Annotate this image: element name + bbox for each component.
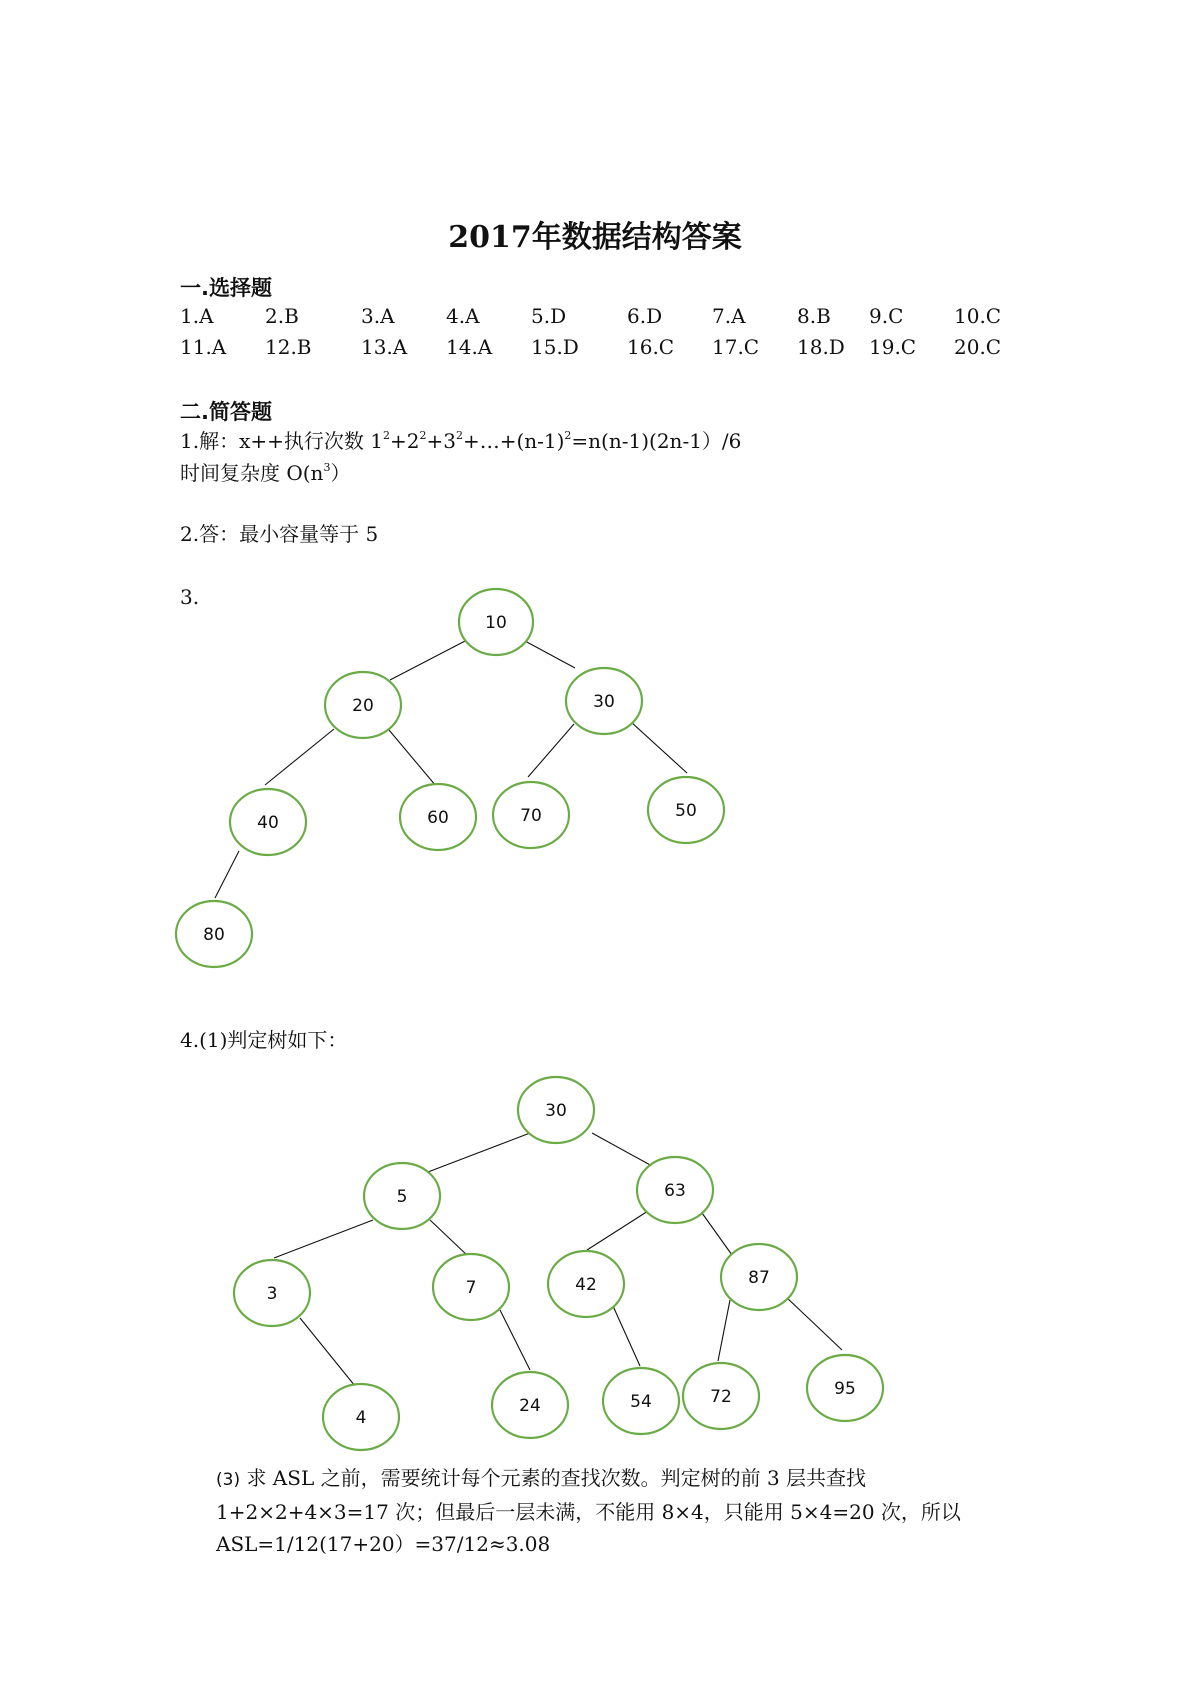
tree-node-42 (548, 1251, 624, 1317)
tree-node-80 (176, 901, 252, 967)
section-heading-short-answer: 二.简答题 (180, 400, 272, 424)
answer-13: 13.A (361, 335, 408, 359)
node-label: 54 (630, 1392, 652, 1412)
node-label: 72 (710, 1387, 732, 1407)
node-label: 63 (664, 1181, 686, 1201)
q1-sup: 2 (455, 429, 463, 442)
tree-node-70 (493, 782, 569, 848)
node-label: 42 (575, 1275, 597, 1295)
node-label: 87 (748, 1268, 770, 1288)
answer-2: 2.B (265, 304, 299, 328)
node-label: 20 (352, 696, 374, 716)
tree-node-95 (807, 1355, 883, 1421)
tree-node-10 (459, 589, 533, 655)
q3-label: 3. (180, 585, 200, 609)
answer-16: 16.C (627, 335, 675, 359)
node-label: 24 (519, 1396, 541, 1416)
node-label: 40 (257, 813, 279, 833)
node-label: 4 (355, 1408, 367, 1428)
q1-complexity-sup: 3 (323, 461, 331, 474)
tree-node-63 (637, 1157, 713, 1223)
section-heading-choice: 一.选择题 (180, 276, 272, 300)
node-label: 95 (834, 1379, 856, 1399)
tree-edge (389, 730, 436, 786)
node-label: 30 (545, 1101, 567, 1121)
tree-edge (613, 1306, 640, 1366)
tree-edge (785, 1296, 842, 1350)
answer-1: 1.A (180, 304, 214, 328)
node-label: 70 (520, 806, 542, 826)
tree-node-72 (683, 1363, 759, 1429)
answer-6: 6.D (627, 304, 663, 328)
answer-17: 17.C (712, 335, 760, 359)
tree-node-54 (603, 1368, 679, 1434)
answer-15: 15.D (531, 335, 579, 359)
answer-12: 12.B (265, 335, 312, 359)
answer-5: 5.D (531, 304, 567, 328)
answer-19: 19.C (869, 335, 917, 359)
answer-11: 11.A (180, 335, 227, 359)
answer-20: 20.C (954, 335, 1002, 359)
page-title: 2017年数据结构答案 (448, 220, 742, 255)
node-label: 10 (485, 613, 507, 633)
tree-node-20 (325, 672, 401, 738)
asl-text: 求 ASL 之前，需要统计每个元素的查找次数。判定树的前 3 层共查找 1+2×2+4×3=17 次；但最后一层未满，不能用 8×4，只能用 5×4=20 次，所以 ASL=1/12(17+20）=37/12≈3.08 (216, 1466, 961, 1556)
tree-node-4 (323, 1384, 399, 1450)
answer-14: 14.A (446, 335, 493, 359)
node-label: 30 (593, 692, 615, 712)
tree-edge (592, 1133, 652, 1166)
tree-node-40 (230, 789, 306, 855)
tree-edge (215, 851, 239, 898)
q1-sup: 2 (419, 429, 427, 442)
tree-node-60 (400, 784, 476, 850)
tree-edge (390, 640, 467, 680)
answer-4: 4.A (446, 304, 480, 328)
q1-sup: 2 (564, 429, 572, 442)
tree-edge (528, 724, 574, 777)
tree-node-30 (566, 668, 642, 734)
asl-label: (3) (216, 1470, 241, 1490)
q4-label: 4.(1)判定树如下： (180, 1028, 348, 1052)
answer-7: 7.A (712, 304, 746, 328)
tree-node-3 (234, 1260, 310, 1326)
node-label: 7 (465, 1278, 477, 1298)
q1-part: +3 (426, 429, 456, 453)
node-label: 3 (266, 1284, 278, 1304)
tree-edge (631, 722, 687, 773)
tree-edge (274, 1220, 373, 1258)
asl-explanation (216, 1462, 1036, 1560)
tree-node-87 (721, 1244, 797, 1310)
tree-edge (300, 1318, 355, 1386)
q1-complexity-part: ） (330, 461, 351, 485)
tree-edge (587, 1211, 648, 1250)
tree-edge (430, 1220, 469, 1257)
tree-node-5 (364, 1163, 440, 1229)
node-label: 60 (427, 808, 449, 828)
node-label: 5 (396, 1187, 408, 1207)
tree-edge (265, 729, 334, 785)
answer-9: 9.C (869, 304, 904, 328)
tree-edge (702, 1213, 732, 1255)
answer-18: 18.D (797, 335, 845, 359)
q1-part: +…+(n-1) (462, 429, 565, 453)
tree-node-7 (433, 1254, 509, 1320)
tree-edge (525, 641, 575, 668)
q2-answer: 2.答：最小容量等于 5 (180, 522, 379, 546)
node-label: 50 (675, 801, 697, 821)
q1-part: =n(n-1)(2n-1）/6 (571, 429, 742, 453)
q1-complexity-part: 时间复杂度 O(n (180, 461, 324, 485)
tree-edge (718, 1300, 730, 1361)
q1-sup: 2 (382, 429, 390, 442)
answer-10: 10.C (954, 304, 1002, 328)
tree-node-24 (492, 1372, 568, 1438)
answer-8: 8.B (797, 304, 831, 328)
tree-node-50 (648, 777, 724, 843)
node-label: 80 (203, 925, 225, 945)
answer-3: 3.A (361, 304, 395, 328)
tree-edge (500, 1310, 530, 1370)
q1-part: 1.解：x++执行次数 1 (180, 429, 383, 453)
tree-edge (428, 1133, 530, 1172)
q1-part: +2 (389, 429, 420, 453)
tree-node-30 (518, 1077, 594, 1143)
